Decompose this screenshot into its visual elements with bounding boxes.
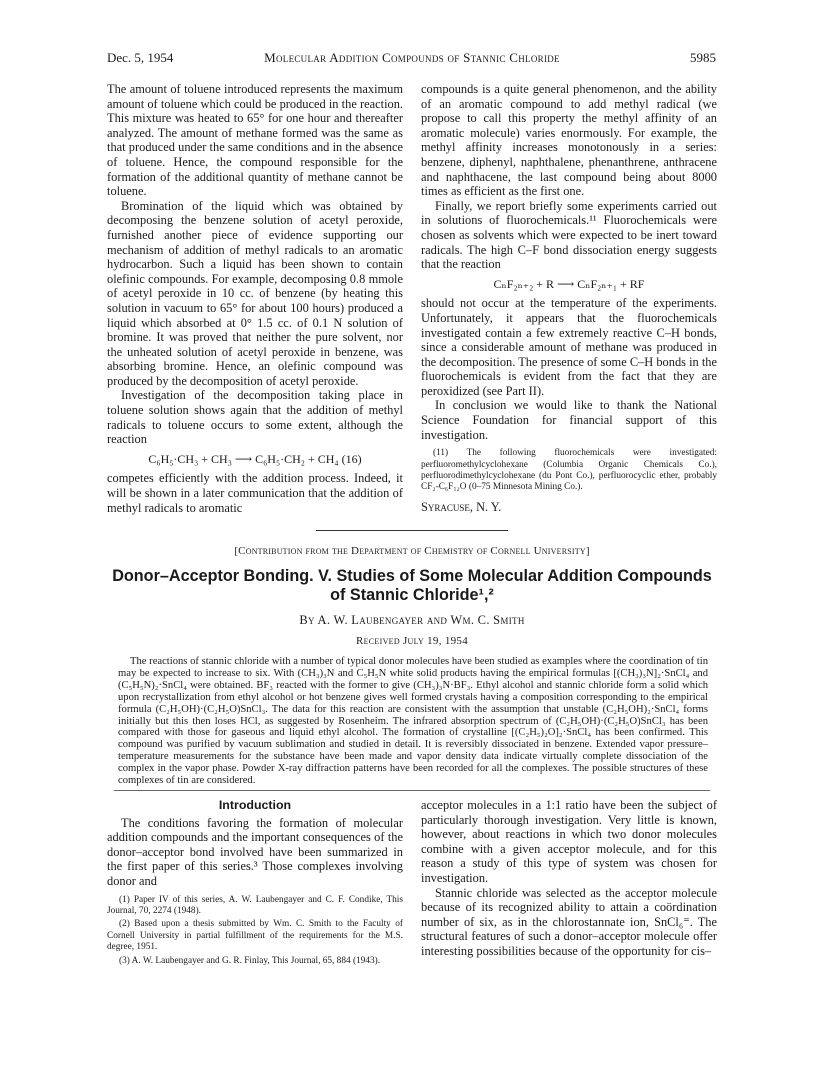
paragraph: should not occur at the temperature of the experiments. Unfortunately, it appears that the fluorochemicals investigated contain a few extremely reactive C–H bonds, since a considerable amount of methane was produced in the decomposition. The presence of some C–H bonds in the fluorochemicals is evident from the fact that they are peroxidized (see Part II). bbox=[421, 296, 717, 398]
equation-16: C₆H₅·CH₃ + CH₃ ⟶ C₆H₅·CH₂ + CH₄ (16) bbox=[148, 451, 362, 466]
received-date: Received July 19, 1954 bbox=[355, 635, 469, 647]
footnote-2: (2) Based upon a thesis submitted by Wm. C. Smith to the Faculty of Cornell University in partial fulfillment of the requirements for the M.S. degree, 1951. bbox=[107, 919, 403, 953]
paragraph: The conditions favoring the formation of molecular addition compounds and the important consequences of the donor–acceptor bond involved have been summarized in the first paper of this series.³ Those complexes involving donor and bbox=[107, 815, 403, 888]
footnote-3: (3) A. W. Laubengayer and G. R. Finlay, This Journal, 65, 884 (1943). bbox=[119, 955, 381, 966]
authors: By A. W. Laubengayer and Wm. C. Smith bbox=[299, 613, 525, 627]
section-divider bbox=[316, 530, 508, 531]
page-number: 5985 bbox=[690, 50, 716, 65]
paragraph: Finally, we report briefly some experiments carried out in solutions of fluorochemicals.¹¹ Fluorochemicals were chosen as solvents which were expected to be inert toward radicals. The high C–F bond dissociation energy suggests that the reaction bbox=[421, 198, 717, 272]
paragraph: Investigation of the decomposition taking place in toluene solution shows again that the addition of methyl radicals to toluene occurs to some extent, although the reaction bbox=[107, 388, 403, 447]
header-date: Dec. 5, 1954 bbox=[107, 50, 174, 65]
paragraph: In conclusion we would like to thank the National Science Foundation for financial support of this investigation. bbox=[421, 398, 717, 442]
footnote-11: (11) The following fluorochemicals were investigated: perfluoromethylcyclohexane (Columbia Organic Chemicals Co.), perfluorodimethylcyclohexane (du Pont Co.), perfluorocyclic ether, probably CF₂-C₆F₁₂O (0–75 Minnesota Mining Co.). bbox=[421, 448, 717, 493]
contribution-line: [Contribution from the Department of Chemistry of Cornell University] bbox=[234, 545, 590, 557]
abstract: The reactions of stannic chloride with a number of typical donor molecules have been studied as examples where the coordination of tin may be expected to increase to six. With (CH₃)₃N and C₅H₅N white solid products having the empirical formulas [(CH₃)₃N]₂·SnCl₄ and (C₅H₅N)₂·SnCl₄ were obtained. BF₃ reacted with the former to give (CH₃)₃N·BF₃. Ethyl alcohol and stannic chloride form a solid which upon recrystallization from ethyl alcohol or hot benzene gives well formed crystals having a composition corresponding to the empirical formula (C₂H₅OH)·(C₂H₅O)SnCl₃. The data for this reaction are consistent with the assumption that unstable (C₂H₅OH)₂·SnCl₄ forms initially but this then loses HCl, as suggested by Rosenheim. The infrared absorption spectrum of (C₂H₅OH)·(C₂H₅O)SnCl₃ has been compared with those for gaseous and liquid ethyl alcohol. The formation of crystalline [(C₂H₅)₂O]₂·SnCl₄ has been confirmed. This compound was purified by vacuum sublimation and studied in detail. It is reversibly dissociated in benzene. Extended vapor pressure–temperature measurements for the substance have been made and vapor density data indicate virtually complete dissociation of the complex in the vapor phase. Powder X-ray diffraction patterns have been recorded for all the complexes. The possible structures of these complexes of tin are considered. bbox=[118, 656, 708, 787]
paragraph: Bromination of the liquid which was obtained by decomposing the benzene solution of acetyl peroxide, furnished another piece of evidence supporting our mechanism of addition of methyl radicals to an aromatic hydrocarbon. Such a liquid has been shown to contain olefinic compounds. For example, decomposing 0.8 mmole of acetyl peroxide in 10 cc. of benzene (by heating this solution in vacuum to 65° for about 100 hours) produced a liquid which absorbed at 0° 1.5 cc. of 0.1 N solution of bromine. It was proved that neither the pure solvent, nor the unheated solution of acetyl peroxide in benzene, was absorbing bromine. Hence, an olefinic compound was produced by the decomposition of acetyl peroxide. bbox=[107, 198, 403, 388]
running-title: Molecular Addition Compounds of Stannic Chloride bbox=[264, 50, 560, 65]
intro-left-column bbox=[107, 798, 403, 967]
section-heading: Introduction bbox=[218, 798, 292, 812]
intro-right-column bbox=[421, 798, 717, 959]
paragraph: competes efficiently with the addition process. Indeed, it will be shown in a later communication that the addition of methyl radicals to aromatic bbox=[107, 471, 403, 515]
paragraph: The amount of toluene introduced represents the maximum amount of toluene which could be produced in the reaction. This mixture was heated to 65° for one hour and thereafter analyzed. The amount of methane formed was the same as that produced under the same conditions and in the absence of toluene. Hence, the compound responsible for the formation of the additional quantity of methane cannot be toluene. bbox=[107, 82, 403, 199]
abstract-divider bbox=[114, 790, 710, 791]
paragraph: Stannic chloride was selected as the acceptor molecule because of its recognized ability to attain a coördination number of six, as in the chlorostannate ion, SnCl₆⁼. The structural features of such a donor–acceptor molecule offer interesting possibilities because of the opportunity for cis– bbox=[421, 885, 717, 958]
footnote-1: (1) Paper IV of this series, A. W. Laubengayer and C. F. Condike, This Journal, 70, 2274 (1948). bbox=[107, 894, 403, 916]
paragraph: acceptor molecules in a 1:1 ratio have been the subject of particularly thorough investigation. Very little is known, however, about reactions in which two donor molecules combine with a given acceptor molecule, and for this reason a study of this type of system was chosen for investigation. bbox=[421, 798, 717, 885]
prev-article-left-column bbox=[107, 82, 403, 515]
affiliation: Syracuse, N. Y. bbox=[421, 499, 502, 514]
paragraph: compounds is a quite general phenomenon, and the ability of an aromatic compound to add methyl radical (we propose to call this property the methyl affinity of an aromatic molecule) varies enormously. For example, the methyl affinity increases monotonously in a series: benzene, diphenyl, naphthalene, phenanthrene, anthracene and naphthacene, the last compound being about 8000 times as efficient as the first one. bbox=[421, 82, 717, 199]
article-title: Donor–Acceptor Bonding. V. Studies of Some Molecular Addition Compounds of Stannic Chloride¹,² bbox=[112, 567, 712, 604]
prev-article-right-column bbox=[421, 82, 717, 514]
equation-fluorochemical: CₙF₂ₙ₊₂ + R ⟶ CₙF₂ₙ₊₁ + RF bbox=[493, 276, 645, 291]
